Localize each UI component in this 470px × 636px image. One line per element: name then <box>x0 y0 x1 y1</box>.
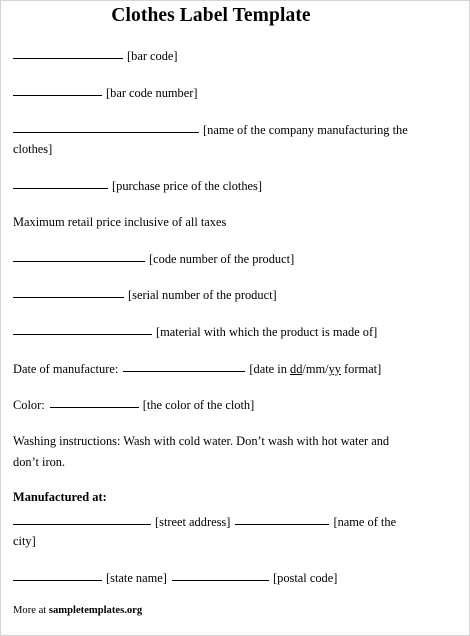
company-row-continued <box>13 139 52 159</box>
company-row <box>13 120 408 140</box>
material-blank[interactable] <box>13 334 152 335</box>
street-city-row <box>13 512 396 532</box>
postal-code-label: [postal code] <box>273 571 338 585</box>
company-label-continued: clothes] <box>13 142 53 156</box>
state-name-label: [state name] <box>106 571 167 585</box>
date-hint-suffix: format] <box>340 362 382 376</box>
material-row <box>13 322 377 342</box>
date-hint-prefix: [date in <box>249 362 290 376</box>
color-hint: [the color of the cloth] <box>142 398 255 412</box>
footer-credit <box>13 605 142 616</box>
footer-site-link[interactable]: sampletemplates.org <box>48 605 143 616</box>
date-blank[interactable] <box>123 371 245 372</box>
state-postal-row <box>13 568 337 588</box>
purchase-price-blank[interactable] <box>13 188 108 189</box>
washing-text: Washing instructions: Wash with cold water. Don’t wash with hot water and <box>13 434 390 448</box>
date-hint-yy: yy <box>328 362 341 376</box>
serial-number-row <box>13 285 277 305</box>
code-number-row <box>13 249 294 269</box>
washing-text-continued: don’t iron. <box>13 455 66 469</box>
date-label: Date of manufacture: <box>13 362 119 376</box>
postal-code-blank[interactable] <box>172 580 269 581</box>
bar-code-number-label: [bar code number] <box>106 86 198 100</box>
mrp-text: Maximum retail price inclusive of all taxes <box>13 215 227 229</box>
code-number-label: [code number of the product] <box>149 252 295 266</box>
bar-code-number-row <box>13 83 198 103</box>
city-blank[interactable] <box>235 524 329 525</box>
bar-code-blank[interactable] <box>13 58 123 59</box>
date-hint-mid: /mm/ <box>302 362 329 376</box>
bar-code-number-blank[interactable] <box>13 95 102 96</box>
street-address-blank[interactable] <box>13 524 151 525</box>
material-label: [material with which the product is made of] <box>156 325 378 339</box>
serial-number-blank[interactable] <box>13 297 124 298</box>
footer-prefix: More at <box>13 605 49 616</box>
date-hint-dd: dd <box>290 362 303 376</box>
color-label: Color: <box>13 398 45 412</box>
purchase-price-label: [purchase price of the clothes] <box>112 179 262 193</box>
city-label-continued: city] <box>13 534 36 548</box>
washing-row-continued <box>13 452 65 472</box>
mrp-row <box>13 212 226 232</box>
city-label: [name of the <box>333 515 397 529</box>
state-name-blank[interactable] <box>13 580 102 581</box>
city-row-continued <box>13 531 36 551</box>
bar-code-label: [bar code] <box>127 49 178 63</box>
washing-row <box>13 431 389 451</box>
code-number-blank[interactable] <box>13 261 145 262</box>
company-blank[interactable] <box>13 132 199 133</box>
bar-code-row <box>13 46 178 66</box>
date-row <box>13 359 381 379</box>
color-row <box>13 395 254 415</box>
street-address-label: [street address] <box>155 515 231 529</box>
color-blank[interactable] <box>50 407 139 408</box>
manufactured-heading: Manufactured at: <box>13 490 107 504</box>
company-label: [name of the company manufacturing the <box>203 123 408 137</box>
page-title: Clothes Label Template <box>111 5 311 26</box>
serial-number-label: [serial number of the product] <box>128 288 277 302</box>
purchase-price-row <box>13 176 262 196</box>
